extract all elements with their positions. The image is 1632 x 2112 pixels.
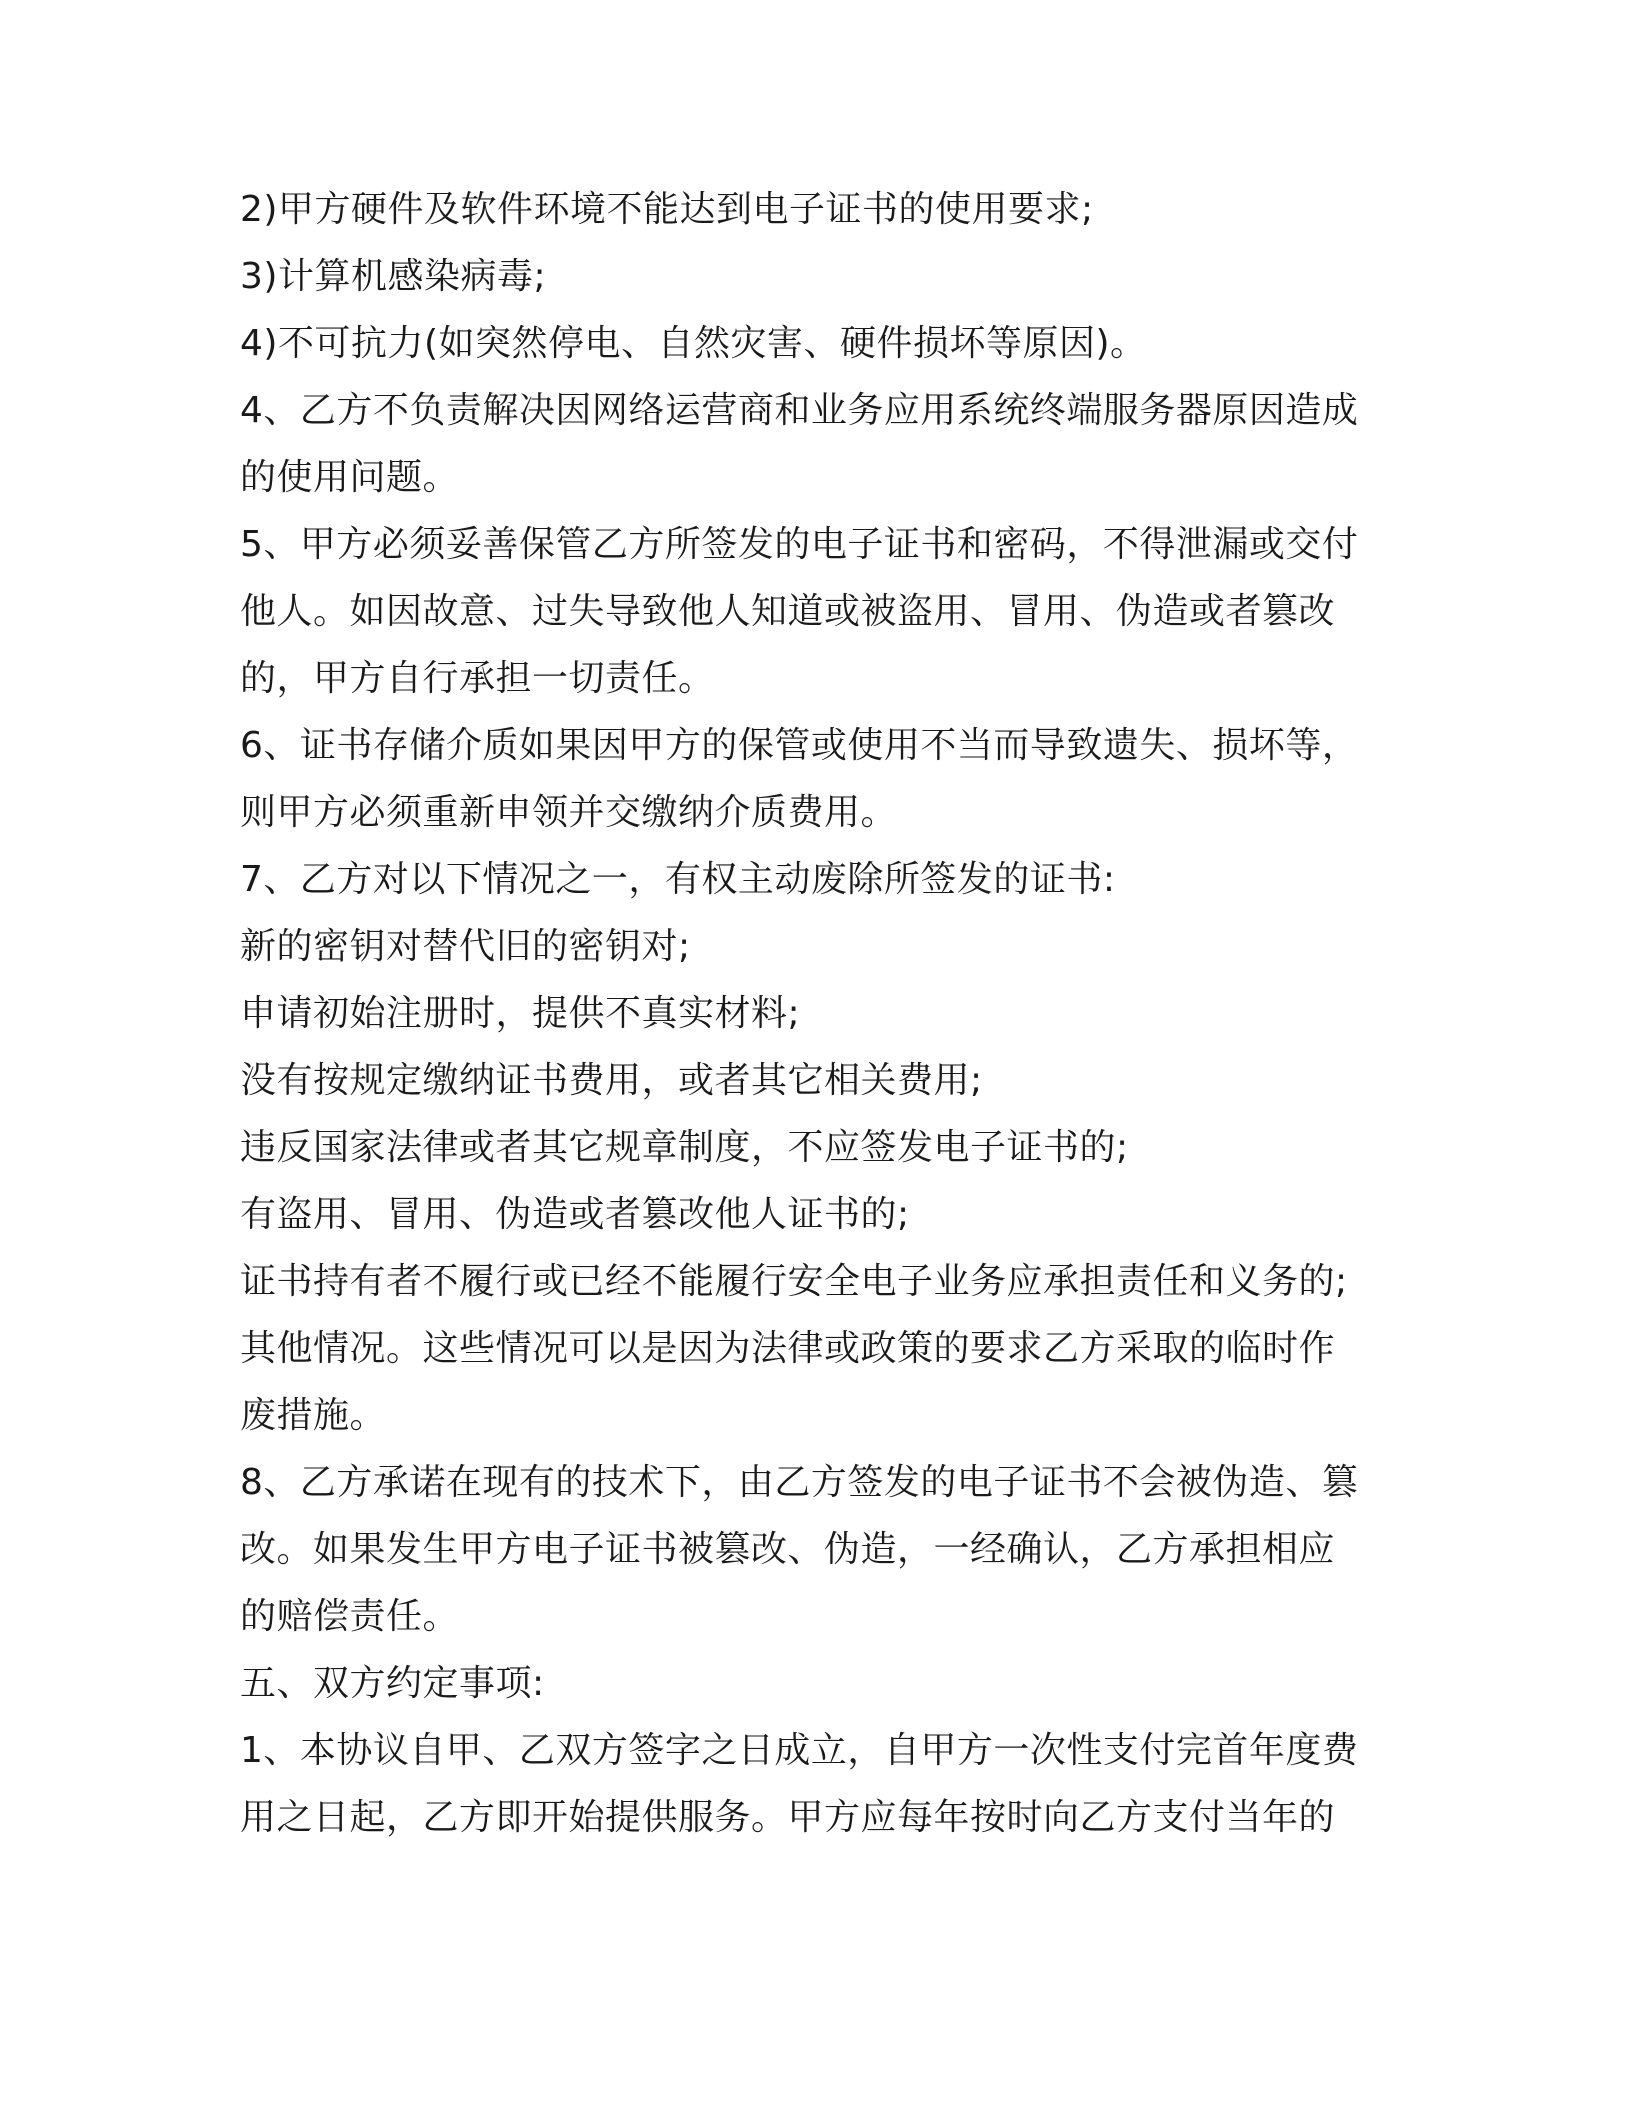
text-line: 的，甲方自行承担一切责任。	[240, 658, 715, 699]
text-line: 有盗用、冒用、伪造或者篡改他人证书的;	[240, 1194, 910, 1235]
text-line: 4、乙方不负责解决因网络运营商和业务应用系统终端服务器原因造成	[240, 390, 1359, 431]
text-line: 8、乙方承诺在现有的技术下，由乙方签发的电子证书不会被伪造、篡	[240, 1462, 1359, 1503]
text-line: 改。如果发生甲方电子证书被篡改、伪造，一经确认，乙方承担相应	[240, 1529, 1336, 1570]
text-line: 违反国家法律或者其它规章制度，不应签发电子证书的;	[240, 1127, 1129, 1168]
text-line: 没有按规定缴纳证书费用，或者其它相关费用;	[240, 1060, 983, 1101]
text-line: 的使用问题。	[240, 457, 460, 498]
text-line: 7、乙方对以下情况之一，有权主动废除所签发的证书:	[240, 859, 1116, 900]
text-line: 的赔偿责任。	[240, 1596, 460, 1637]
text-line: 则甲方必须重新申领并交缴纳介质费用。	[240, 792, 898, 833]
text-line: 3)计算机感染病毒;	[240, 256, 547, 297]
text-line: 废措施。	[240, 1395, 387, 1436]
text-line: 2)甲方硬件及软件环境不能达到电子证书的使用要求;	[240, 189, 1094, 230]
text-line: 他人。如因故意、过失导致他人知道或被盗用、冒用、伪造或者篡改	[240, 591, 1336, 632]
text-line: 用之日起，乙方即开始提供服务。甲方应每年按时向乙方支付当年的	[240, 1797, 1336, 1838]
text-line: 五、双方约定事项:	[240, 1663, 545, 1704]
text-line: 1、本协议自甲、乙双方签字之日成立，自甲方一次性支付完首年度费	[240, 1730, 1359, 1771]
text-line: 新的密钥对替代旧的密钥对;	[240, 926, 691, 967]
text-line: 6、证书存储介质如果因甲方的保管或使用不当而导致遗失、损坏等，	[240, 725, 1359, 766]
text-line: 申请初始注册时，提供不真实材料;	[240, 993, 801, 1034]
text-line: 其他情况。这些情况可以是因为法律或政策的要求乙方采取的临时作	[240, 1328, 1336, 1369]
text-line: 证书持有者不履行或已经不能履行安全电子业务应承担责任和义务的;	[240, 1261, 1348, 1302]
text-line: 4)不可抗力(如突然停电、自然灾害、硬件损坏等原因)。	[240, 323, 1147, 364]
document-body	[240, 188, 1400, 1863]
text-line: 5、甲方必须妥善保管乙方所签发的电子证书和密码，不得泄漏或交付	[240, 524, 1359, 565]
